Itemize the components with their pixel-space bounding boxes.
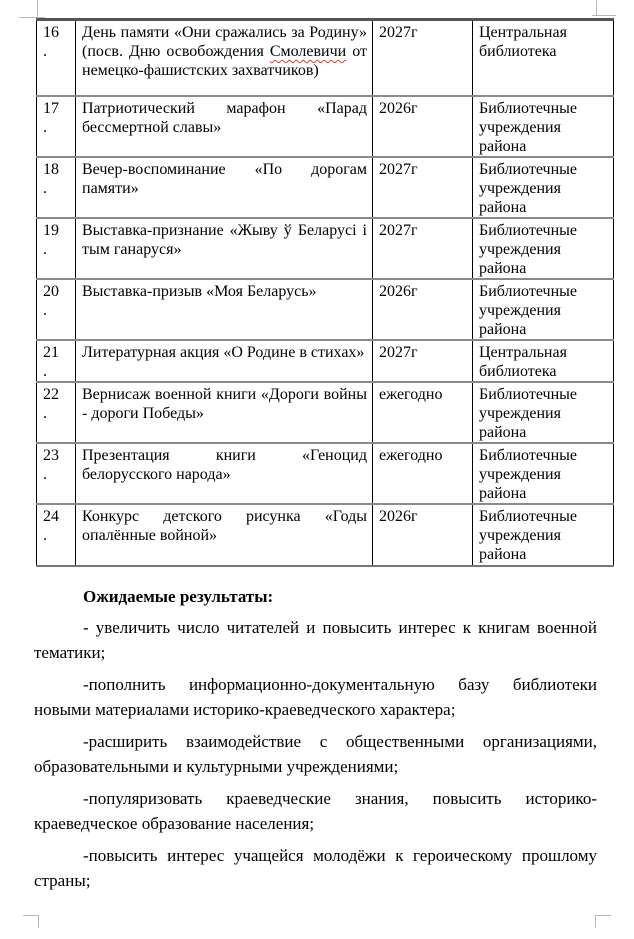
row-number-dot: .	[43, 43, 47, 60]
organization-cell: Библиотечные учреждения района	[473, 157, 614, 218]
table-row	[37, 96, 614, 157]
table-row	[37, 20, 614, 96]
row-number: 20	[43, 282, 59, 300]
table-row	[37, 504, 614, 566]
row-number-cell	[37, 443, 76, 504]
result-item: - увеличить число читателей и повысить интерес к книгам военной тематики;	[34, 618, 597, 662]
row-number-dot: .	[43, 404, 47, 422]
event-cell: Литературная акция «О Родине в стихах»	[76, 340, 373, 382]
result-item: -расширить взаимодействие с общественными организациями, образовательными и культурными учреждениями;	[34, 732, 597, 776]
organization-cell: Библиотечные учреждения района	[473, 279, 614, 340]
expected-results-section	[34, 584, 597, 900]
row-number: 24	[43, 507, 59, 525]
row-number-cell	[37, 157, 76, 218]
row-number-cell	[37, 20, 76, 96]
year-cell: ежегодно	[373, 382, 473, 443]
row-number: 21	[43, 343, 59, 361]
row-number-cell	[37, 218, 76, 279]
year-cell: 2027г	[373, 157, 473, 218]
margin-mark-bottom-right-vertical	[595, 915, 596, 928]
organization-cell: Библиотечные учреждения района	[473, 443, 614, 504]
table-row	[37, 279, 614, 340]
row-number-dot: .	[43, 362, 47, 380]
row-number: 19	[43, 221, 59, 239]
table-row	[37, 218, 614, 279]
row-number-dot: .	[43, 526, 47, 544]
year-cell: 2026г	[373, 96, 473, 157]
misspelled-word: Смолевичи	[269, 43, 347, 60]
table-row	[37, 382, 614, 443]
organization-cell: Библиотечные учреждения района	[473, 218, 614, 279]
row-number-dot: .	[43, 301, 47, 319]
event-cell: Конкурс детского рисунка «Годы опалённые войной»	[76, 504, 373, 566]
year-cell: ежегодно	[373, 443, 473, 504]
organization-cell: Центральная библиотека	[473, 20, 614, 96]
margin-mark-bottom-left-horizontal	[23, 915, 39, 916]
year-cell: 2027г	[373, 340, 473, 382]
year-cell: 2026г	[373, 504, 473, 566]
row-number-dot: .	[43, 118, 47, 136]
event-cell: Презентация книги «Геноцид белорусского народа»	[76, 443, 373, 504]
event-text: от немецко-фашистских захватчиков)	[82, 43, 368, 79]
table-row	[37, 443, 614, 504]
margin-mark-bottom-left-vertical	[38, 915, 39, 928]
row-number-dot: .	[43, 240, 47, 258]
event-cell: Вечер-воспоминание «По дорогам памяти»	[76, 157, 373, 218]
table-row	[37, 340, 614, 382]
margin-mark-top-right-vertical	[596, 0, 597, 16]
year-cell: 2026г	[373, 279, 473, 340]
result-item: -пополнить информационно-документальную базу библиотеки новыми материалами историко-краеведческого характера;	[34, 675, 597, 719]
row-number: 22	[43, 385, 59, 403]
result-item: -популяризовать краеведческие знания, повысить историко-краеведческое образование населения;	[34, 789, 597, 833]
table-row	[37, 157, 614, 218]
organization-cell: Библиотечные учреждения района	[473, 96, 614, 157]
year-cell: 2027г	[373, 20, 473, 96]
row-number-dot: .	[43, 179, 47, 197]
expected-results-heading: Ожидаемые результаты:	[83, 587, 274, 606]
row-number: 16	[43, 24, 59, 41]
year-cell: 2027г	[373, 218, 473, 279]
organization-cell: Библиотечные учреждения района	[473, 382, 614, 443]
margin-mark-bottom-right-horizontal	[595, 915, 611, 916]
row-number-cell	[37, 340, 76, 382]
row-number-cell	[37, 504, 76, 566]
row-number-cell	[37, 382, 76, 443]
result-item: -повысить интерес учащейся молодёжи к героическому прошлому страны;	[34, 846, 597, 890]
row-number-cell	[37, 279, 76, 340]
row-number: 23	[43, 446, 59, 464]
event-cell: Вернисаж военной книги «Дороги войны - дороги Победы»	[76, 382, 373, 443]
event-cell: Патриотический марафон «Парад бессмертной славы»	[76, 96, 373, 157]
event-cell: Выставка-призыв «Моя Беларусь»	[76, 279, 373, 340]
event-cell	[76, 20, 373, 96]
organization-cell: Центральная библиотека	[473, 340, 614, 382]
event-text: День памяти «Они сражались за Родину» (посв. Дню освобождения	[82, 24, 367, 60]
row-number-cell	[37, 96, 76, 157]
events-plan-table	[36, 18, 614, 567]
row-number: 17	[43, 99, 59, 117]
event-cell: Выставка-признание «Жыву ў Беларусі і тым ганаруся»	[76, 218, 373, 279]
row-number-dot: .	[43, 465, 47, 483]
organization-cell: Библиотечные учреждения района	[473, 504, 614, 566]
margin-mark-top-right-horizontal	[592, 15, 616, 16]
row-number: 18	[43, 160, 59, 178]
